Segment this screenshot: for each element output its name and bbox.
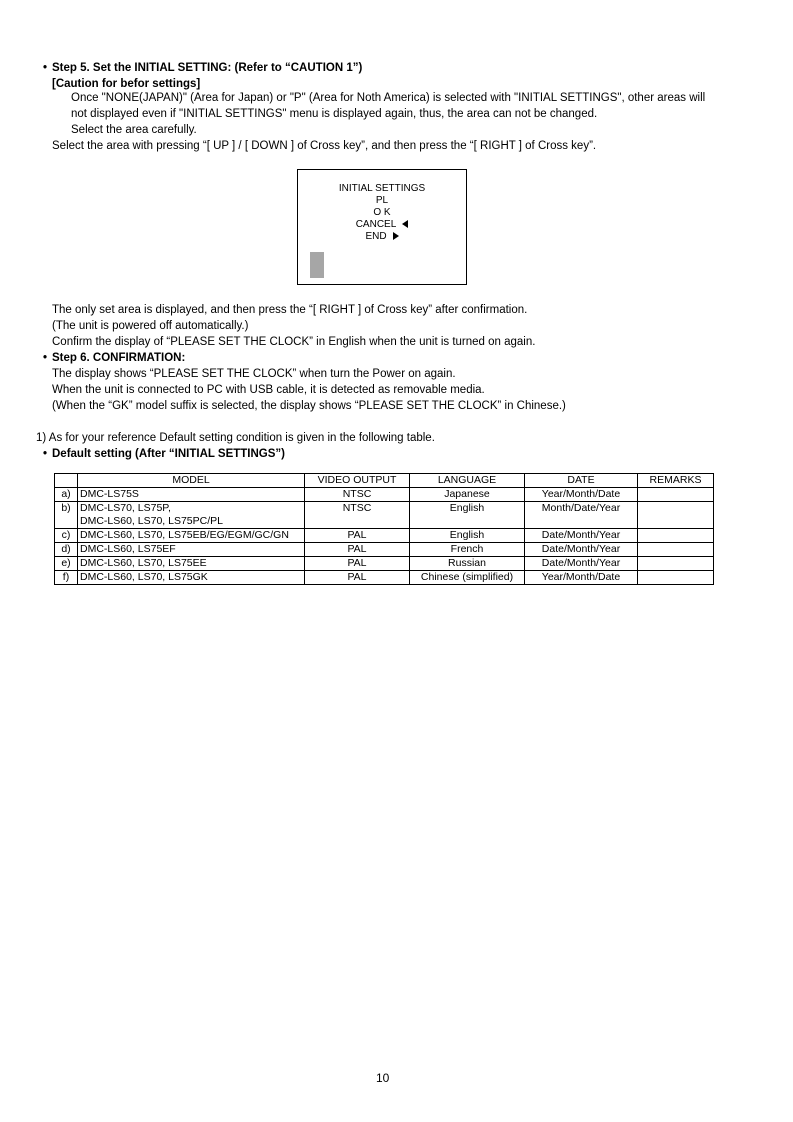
row-id: e) bbox=[55, 557, 78, 571]
row-video-output: PAL bbox=[305, 571, 410, 585]
after-line-3: Confirm the display of “PLEASE SET THE CLOCK” in English when the unit is turned on again. bbox=[52, 336, 536, 348]
row-model: DMC-LS75S bbox=[78, 488, 305, 502]
row-remarks bbox=[638, 488, 714, 502]
left-triangle-icon bbox=[402, 220, 408, 228]
row-date: Month/Date/Year bbox=[525, 502, 638, 529]
after-line-2: (The unit is powered off automatically.) bbox=[52, 320, 249, 332]
header-video-output: VIDEO OUTPUT bbox=[305, 474, 410, 488]
table-header-row bbox=[55, 474, 714, 488]
header-id bbox=[55, 474, 78, 488]
screen-title: INITIAL SETTINGS bbox=[338, 183, 426, 194]
reference-note: 1) As for your reference Default setting condition is given in the following table. bbox=[36, 432, 435, 444]
row-date: Date/Month/Year bbox=[525, 557, 638, 571]
row-model: DMC-LS60, LS70, LS75EB/EG/EGM/GC/GN bbox=[78, 529, 305, 543]
row-id: a) bbox=[55, 488, 78, 502]
row-id: c) bbox=[55, 529, 78, 543]
screen-end: END bbox=[365, 231, 387, 242]
default-setting-table bbox=[54, 473, 714, 585]
caution-title: [Caution for befor settings] bbox=[52, 78, 201, 90]
row-remarks bbox=[638, 557, 714, 571]
row-id: f) bbox=[55, 571, 78, 585]
row-model: DMC-LS60, LS70, LS75EE bbox=[78, 557, 305, 571]
row-id: b) bbox=[55, 502, 78, 529]
reference-bullet: • bbox=[43, 448, 48, 460]
step6-line-1: The display shows “PLEASE SET THE CLOCK” when turn the Power on again. bbox=[52, 368, 456, 380]
row-language: English bbox=[410, 502, 525, 529]
row-video-output: PAL bbox=[305, 529, 410, 543]
row-video-output: PAL bbox=[305, 543, 410, 557]
table-row bbox=[55, 571, 714, 585]
reference-heading: Default setting (After “INITIAL SETTINGS”) bbox=[52, 448, 285, 460]
step5-bullet: • bbox=[43, 62, 48, 74]
caution-line-1: Once "NONE(JAPAN)" (Area for Japan) or "P" (Area for Noth America) is selected with "INITIAL SETTINGS", other areas will bbox=[71, 92, 706, 104]
step6-line-2: When the unit is connected to PC with USB cable, it is detected as removable media. bbox=[52, 384, 485, 396]
row-model-line-2: DMC-LS60, LS70, LS75PC/PL bbox=[80, 515, 223, 527]
header-model: MODEL bbox=[78, 474, 305, 488]
row-remarks bbox=[638, 502, 714, 529]
caution-line-3: Select the area carefully. bbox=[71, 124, 197, 136]
row-language: Russian bbox=[410, 557, 525, 571]
header-date: DATE bbox=[525, 474, 638, 488]
row-model: DMC-LS60, LS70, LS75GK bbox=[78, 571, 305, 585]
header-remarks: REMARKS bbox=[638, 474, 714, 488]
row-date: Date/Month/Year bbox=[525, 543, 638, 557]
table-row bbox=[55, 529, 714, 543]
screen-cancel-row bbox=[298, 219, 466, 231]
table-row bbox=[55, 502, 714, 529]
row-remarks bbox=[638, 571, 714, 585]
row-model-line-1: DMC-LS70, LS75P, bbox=[80, 502, 171, 514]
screen-end-row bbox=[298, 231, 466, 243]
table-row bbox=[55, 488, 714, 502]
initial-settings-screen bbox=[297, 169, 467, 285]
row-date: Year/Month/Date bbox=[525, 488, 638, 502]
row-language: Chinese (simplified) bbox=[410, 571, 525, 585]
row-id: d) bbox=[55, 543, 78, 557]
screen-ok: O K bbox=[373, 207, 391, 218]
header-language: LANGUAGE bbox=[410, 474, 525, 488]
step6-bullet: • bbox=[43, 352, 48, 364]
after-line-1: The only set area is displayed, and then press the “[ RIGHT ] of Cross key” after confirmation. bbox=[52, 304, 528, 316]
screen-cancel: CANCEL bbox=[355, 219, 397, 230]
step6-line-3: (When the “GK” model suffix is selected, the display shows “PLEASE SET THE CLOCK” in Chinese.) bbox=[52, 400, 566, 412]
step6-title: Step 6. CONFIRMATION: bbox=[52, 352, 186, 364]
row-video-output: NTSC bbox=[305, 502, 410, 529]
step5-instruction: Select the area with pressing “[ UP ] / [ DOWN ] of Cross key”, and then press the “[ RIGHT ] of Cross key”. bbox=[52, 140, 597, 152]
page-number: 10 bbox=[376, 1071, 390, 1085]
table-row bbox=[55, 557, 714, 571]
row-video-output: PAL bbox=[305, 557, 410, 571]
screen-scroll-indicator bbox=[310, 252, 324, 278]
row-date: Date/Month/Year bbox=[525, 529, 638, 543]
row-language: English bbox=[410, 529, 525, 543]
row-language: Japanese bbox=[410, 488, 525, 502]
row-remarks bbox=[638, 543, 714, 557]
screen-area: PL bbox=[375, 195, 389, 206]
row-language: French bbox=[410, 543, 525, 557]
row-date: Year/Month/Date bbox=[525, 571, 638, 585]
step5-title: Step 5. Set the INITIAL SETTING: (Refer to “CAUTION 1”) bbox=[52, 62, 363, 74]
row-model bbox=[78, 502, 305, 529]
row-video-output: NTSC bbox=[305, 488, 410, 502]
table-row bbox=[55, 543, 714, 557]
row-model: DMC-LS60, LS75EF bbox=[78, 543, 305, 557]
right-triangle-icon bbox=[393, 232, 399, 240]
row-remarks bbox=[638, 529, 714, 543]
caution-line-2: not displayed even if "INITIAL SETTINGS" menu is displayed again, thus, the area can not be changed. bbox=[71, 108, 598, 120]
